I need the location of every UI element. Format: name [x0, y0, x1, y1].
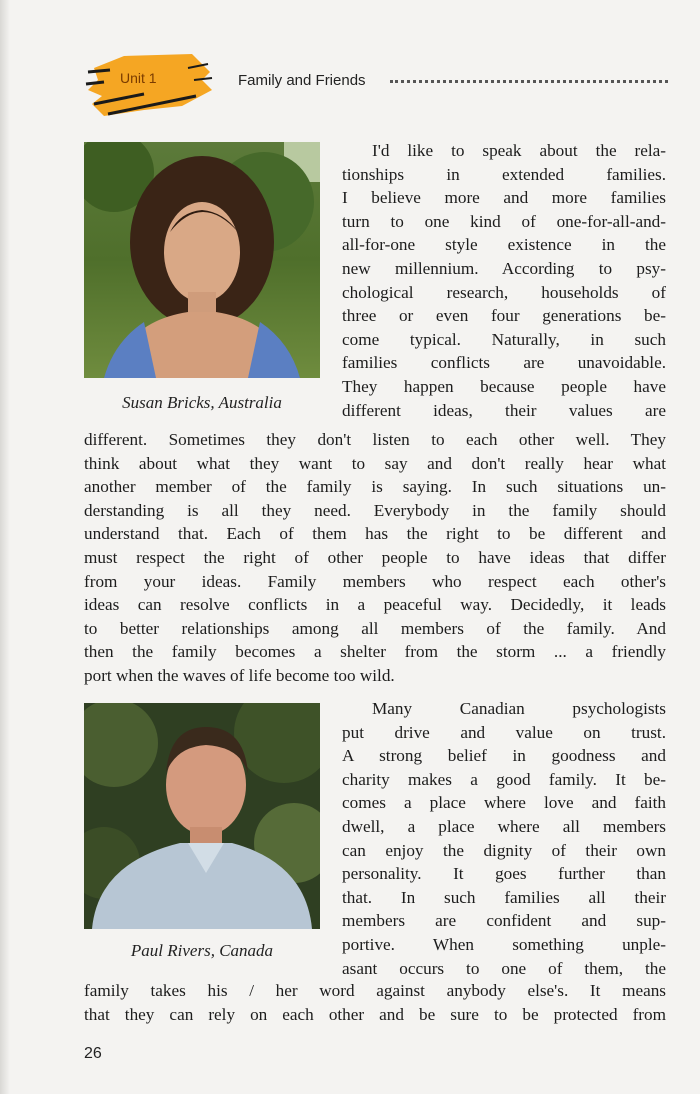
- unit-label: Unit 1: [120, 70, 157, 86]
- text-line: new millennium. According to psy-: [342, 258, 666, 278]
- photo-susan-bricks: [84, 142, 320, 378]
- paragraph-paul-intro: [342, 697, 666, 980]
- text-line: can enjoy the dignity of their own: [342, 840, 666, 860]
- text-line: different ideas, their values are: [342, 400, 666, 420]
- text-line: different. Sometimes they don't listen to each other well. They: [84, 430, 666, 449]
- caption-paul-rivers: Paul Rivers, Canada: [130, 941, 274, 960]
- text-line: chological research, households of: [342, 282, 666, 302]
- text-line: to better relationships among all members of the family. And: [84, 618, 666, 638]
- text-line: another member of the family is saying. In such situations un-: [84, 477, 666, 497]
- text-line: I'd like to speak about the rela-: [372, 141, 666, 160]
- header-dotted-rule: [390, 80, 668, 83]
- text-line: turn to one kind of one-for-all-and-: [342, 211, 666, 231]
- text-line: then the family becomes a shelter from the storm ... a friendly: [84, 642, 666, 662]
- text-line: from your ideas. Family members who respect each other's: [84, 571, 666, 591]
- text-line: port when the waves of life become too wild.: [84, 665, 395, 685]
- text-line: personality. It goes further than: [342, 864, 666, 884]
- text-line: derstanding is all they need. Everybody in the family should: [84, 500, 666, 520]
- text-line: families conflicts are unavoidable.: [342, 353, 666, 373]
- page-edge: [0, 0, 10, 1094]
- text-line: I believe more and more families: [342, 188, 666, 208]
- text-line: Many Canadian psychologists: [372, 699, 666, 718]
- text-line: charity makes a good family. It be-: [342, 769, 666, 789]
- paragraph-susan-intro: [342, 139, 666, 422]
- text-line: ideas can resolve conflicts in a peaceful way. Decidedly, it leads: [84, 595, 666, 615]
- text-line: tionships in extended families.: [342, 164, 666, 184]
- text-line: that they can rely on each other and be sure to be protected from: [84, 1004, 666, 1024]
- page-header: [80, 50, 670, 120]
- text-line: understand that. Each of them has the right to be different and: [84, 524, 666, 544]
- paragraph-paul-continued: [84, 979, 666, 1026]
- text-line: asant occurs to one of them, the: [342, 958, 666, 978]
- caption-susan-bricks: Susan Bricks, Australia: [122, 393, 282, 412]
- paragraph-susan-continued: [84, 428, 666, 688]
- text-line: family takes his / her word against anybody else's. It means: [84, 981, 666, 1000]
- text-line: comes a place where love and faith: [342, 793, 666, 813]
- text-line: portive. When something unple-: [342, 934, 666, 954]
- text-line: that. In such families all their: [342, 887, 666, 907]
- text-line: must respect the right of other people to have ideas that differ: [84, 547, 666, 567]
- text-line: A strong belief in goodness and: [342, 746, 666, 766]
- text-line: three or even four generations be-: [342, 306, 666, 326]
- text-line: come typical. Naturally, in such: [342, 329, 666, 349]
- text-line: dwell, a place where all members: [342, 816, 666, 836]
- text-line: put drive and value on trust.: [342, 722, 666, 742]
- section-title: Family and Friends: [238, 72, 366, 89]
- page-number: 26: [84, 1045, 102, 1062]
- text-line: think about what they want to say and don't really hear what: [84, 453, 666, 473]
- text-line: They happen because people have: [342, 376, 666, 396]
- text-line: members are confident and sup-: [342, 911, 666, 931]
- text-line: all-for-one style existence in the: [342, 235, 666, 255]
- photo-paul-rivers: [84, 703, 320, 929]
